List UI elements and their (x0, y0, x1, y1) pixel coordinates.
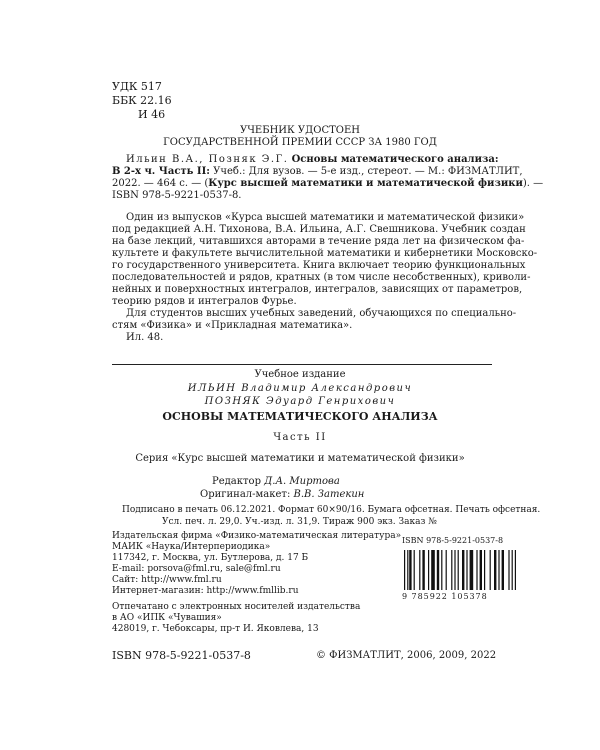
abstract-line: под редакцией А.Н. Тихонова, В.А. Ильина, А.Г. Свешникова. Учебник создан (112, 224, 526, 235)
illustrations-count: Ил. 48. (126, 332, 164, 343)
abstract-line: культете и факультете вычислительной математики и кибернетики Московско- (112, 248, 538, 259)
printer-line: в АО «ИПК «Чувашия» (112, 613, 222, 623)
printer-line: 428019, г. Чебоксары, пр-т И. Яковлева, 13 (112, 624, 319, 634)
award-line-2: ГОСУДАРСТВЕННОЙ ПРЕМИИ СССР ЗА 1980 ГОД (163, 137, 437, 148)
abstract-line: на базе лекций, читавшихся авторами в течение ряда лет на физическом фа- (112, 236, 525, 247)
edition-type: Учебное издание (254, 369, 346, 380)
citation-isbn: ISBN 978-5-9221-0537-8. (112, 190, 242, 201)
citation-series: Курс высшей математики и математической физики (208, 178, 523, 189)
print-info-line-2: Усл. печ. л. 29,0. Уч.-изд. л. 31,9. Тираж 900 экз. Заказ № (162, 517, 437, 527)
audience-line: стям «Физика» и «Прикладная математика». (112, 320, 353, 331)
citation-edition: Учеб.: Для вузов. — 5-е изд., стереот. — М.: ФИЗМАТЛИТ, (213, 166, 523, 177)
publisher-line: Издательская фирма «Физико-математическая литература» (112, 531, 402, 541)
citation-authors: Ильин В.А., Позняк Э.Г. (126, 154, 289, 165)
edition-author-1: ИЛЬИН Владимир Александрович (187, 383, 413, 394)
publisher-website: Сайт: http://www.fml.ru (112, 575, 222, 585)
edition-author-2: ПОЗНЯК Эдуард Генрихович (204, 396, 396, 407)
citation-title: Основы математического анализа: (291, 154, 499, 165)
author-sign-code: И 46 (138, 108, 166, 121)
publisher-email: E-mail: porsova@fml.ru, sale@fml.ru (112, 564, 281, 574)
bibliographic-citation (112, 154, 544, 202)
award-line-1: УЧЕБНИК УДОСТОЕН (239, 125, 361, 136)
publisher-info (112, 531, 402, 597)
editor-name: Д.А. Миртова (264, 476, 340, 487)
bbk-code: ББК 22.16 (112, 94, 172, 107)
barcode-digits: 9 785922 105378 (402, 592, 488, 601)
footer-copyright: © ФИЗМАТЛИТ, 2006, 2009, 2022 (316, 650, 497, 661)
editor-label: Редактор (212, 476, 261, 487)
layout-label: Оригинал-макет: (200, 489, 291, 500)
publisher-shop: Интернет-магазин: http://www.fmllib.ru (112, 586, 299, 596)
edition-title: ОСНОВЫ МАТЕМАТИЧЕСКОГО АНАЛИЗА (162, 410, 438, 423)
abstract-line: последовательностей и рядов, кратных (в том числе несобственных), криволи- (112, 272, 531, 283)
printer-line: Отпечатано с электронных носителей издательства (112, 602, 361, 612)
abstract-line: нейных и поверхностных интегралов, интегралов, зависящих от параметров, (112, 284, 523, 295)
citation-part: В 2-х ч. Часть II: (112, 166, 210, 177)
abstract-line: го государственного университета. Книга включает теорию функциональных (112, 260, 526, 271)
barcode-icon (400, 550, 542, 590)
udk-code: УДК 517 (112, 80, 162, 93)
editor-credit (212, 476, 340, 488)
layout-credit (200, 489, 364, 501)
citation-pages: 2022. — 464 с. — ( (112, 178, 209, 189)
abstract-line: Один из выпусков «Курса высшей математики и математической физики» (126, 212, 525, 223)
citation-pages-end: ). — (522, 178, 544, 189)
barcode-isbn: ISBN 978-5-9221-0537-8 (402, 536, 504, 545)
audience-line: Для студентов высших учебных заведений, обучающихся по специально- (126, 308, 517, 319)
abstract-line: теорию рядов и интегралов Фурье. (112, 296, 297, 307)
publisher-line: МАИК «Наука/Интерпериодика» (112, 542, 271, 552)
printer-info (112, 602, 392, 635)
divider (112, 364, 492, 365)
abstract (112, 212, 538, 344)
edition-part: Часть II (273, 432, 327, 443)
layout-name: В.В. Затекин (293, 489, 365, 500)
edition-series: Серия «Курс высшей математики и математической физики» (135, 453, 465, 464)
print-info-line-1: Подписано в печать 06.12.2021. Формат 60×90/16. Бумага офсетная. Печать офсетная. (122, 505, 541, 515)
footer-isbn: ISBN 978-5-9221-0537-8 (112, 649, 251, 662)
publisher-line: 117342, г. Москва, ул. Бутлерова, д. 17 Б (112, 553, 309, 563)
